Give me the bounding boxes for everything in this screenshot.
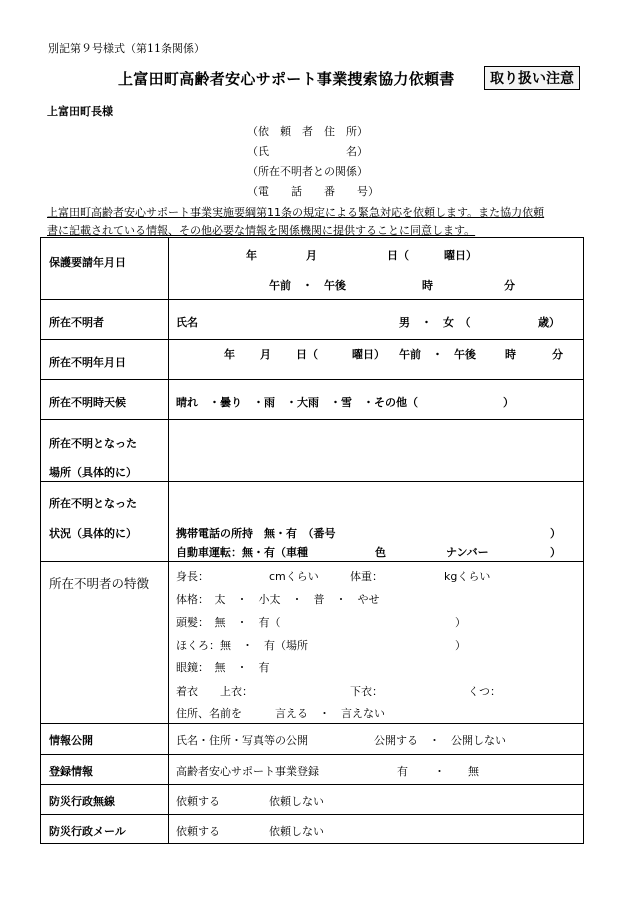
mole-choice[interactable]: ほくろ：無 ・ 有（場所 xyxy=(176,639,308,652)
applicant-address-label: （依 頼 者 住 所） xyxy=(247,125,368,138)
missing-month-field[interactable]: 月 xyxy=(260,348,271,361)
missing-ampm-choice[interactable]: 午前 ・ 午後 xyxy=(399,348,476,361)
disclosure-text: 氏名・住所・写真等の公開 xyxy=(176,734,308,747)
height-field[interactable]: 身長： xyxy=(176,570,209,583)
request-month-field[interactable]: 月 xyxy=(306,249,317,262)
disaster-radio-request-option[interactable]: 依頼する xyxy=(176,795,220,808)
consent-line-1: 上富田町高齢者安心サポート事業実施要綱第11条の規定による緊急対応を依頼します。また協力依頼 xyxy=(47,206,545,219)
disaster-radio-no-request-option[interactable]: 依頼しない xyxy=(269,795,324,808)
shoes-field[interactable]: くつ： xyxy=(468,685,501,698)
missing-minute-field[interactable]: 分 xyxy=(552,348,563,361)
missing-hour-field[interactable]: 時 xyxy=(505,348,516,361)
form-note: 別記第９号様式（第11条関係） xyxy=(48,42,205,55)
document-title: 上富田町高齢者安心サポート事業捜索協力依頼書 xyxy=(118,70,455,88)
car-color-field[interactable]: 色 xyxy=(375,546,386,559)
row-divider xyxy=(41,379,583,380)
applicant-phone-label: （電 話 番 号） xyxy=(247,185,379,198)
situation-label-line-1: 所在不明となった xyxy=(49,497,137,510)
disclosure-choice[interactable]: 公開する ・ 公開しない xyxy=(374,734,506,747)
request-minute-field[interactable]: 分 xyxy=(504,279,515,292)
weather-label: 所在不明時天候 xyxy=(49,396,126,409)
mole-close-paren: ） xyxy=(455,639,466,652)
disaster-mail-no-request-option[interactable]: 依頼しない xyxy=(269,825,324,838)
row-divider xyxy=(41,784,583,785)
hair-choice[interactable]: 頭髪： 無 ・ 有（ xyxy=(176,616,281,629)
phone-possession-field[interactable]: 携帯電話の所持 無・有 （番号 xyxy=(176,527,336,540)
phone-close-paren: ） xyxy=(550,527,561,540)
registration-yes-option[interactable]: 有 xyxy=(397,765,408,778)
row-divider xyxy=(41,419,583,420)
missing-date-label: 所在不明年月日 xyxy=(49,356,126,369)
missing-person-age-field[interactable]: 歳） xyxy=(538,316,560,329)
car-driving-field[interactable]: 自動車運転：無・有（車種 xyxy=(176,546,308,559)
features-label: 所在不明者の特徴 xyxy=(49,576,150,591)
row-divider xyxy=(41,723,583,724)
missing-day-field[interactable]: 日（ xyxy=(296,348,318,361)
row-divider xyxy=(41,814,583,815)
row-divider xyxy=(41,754,583,755)
height-unit: cmくらい xyxy=(269,570,319,583)
situation-label-line-2: 状況（具体的に） xyxy=(49,527,137,540)
missing-person-name-field[interactable]: 氏名 xyxy=(176,316,198,329)
weather-options[interactable]: 晴れ ・曇り ・雨 ・大雨 ・雪 ・その他（ xyxy=(176,396,418,409)
request-day-field[interactable]: 日（ xyxy=(387,249,409,262)
disclosure-label: 情報公開 xyxy=(49,734,93,747)
missing-year-field[interactable]: 年 xyxy=(224,348,235,361)
missing-weekday-field[interactable]: 曜日） xyxy=(352,348,385,361)
consent-line-2: 書に記載されている情報、その他必要な情報を関係機関に提供することに同意します。 xyxy=(47,224,476,237)
weight-unit: kgくらい xyxy=(444,570,491,583)
place-label-line-1: 所在不明となった xyxy=(49,437,137,450)
clothes-lower-field[interactable]: 下衣： xyxy=(350,685,383,698)
request-year-field[interactable]: 年 xyxy=(246,249,257,262)
clothes-upper-field[interactable]: 着衣 上衣： xyxy=(176,685,253,698)
row-divider xyxy=(41,561,583,562)
request-weekday-field[interactable]: 曜日） xyxy=(444,249,477,262)
disaster-mail-label: 防災行政メール xyxy=(49,825,126,838)
column-divider xyxy=(168,238,169,843)
row-divider xyxy=(41,339,583,340)
registration-text: 高齢者安心サポート事業登録 xyxy=(176,765,319,778)
place-input-area[interactable] xyxy=(171,422,579,478)
request-ampm-choice[interactable]: 午前 ・ 午後 xyxy=(269,279,346,292)
row-divider xyxy=(41,481,583,482)
missing-person-sex-choice[interactable]: 男 ・ 女 （ xyxy=(399,316,471,329)
request-hour-field[interactable]: 時 xyxy=(422,279,433,292)
disaster-mail-request-option[interactable]: 依頼する xyxy=(176,825,220,838)
registration-separator: ・ xyxy=(434,765,445,778)
disaster-radio-label: 防災行政無線 xyxy=(49,795,115,808)
row-divider xyxy=(41,299,583,300)
car-number-field[interactable]: ナンバー xyxy=(446,546,489,559)
weather-close-paren: ） xyxy=(503,396,514,409)
request-form-table xyxy=(40,237,584,844)
address-name-choice[interactable]: 住所、名前を 言える ・ 言えない xyxy=(176,707,385,720)
registration-no-option[interactable]: 無 xyxy=(468,765,479,778)
addressee: 上富田町長様 xyxy=(47,105,113,118)
hair-close-paren: ） xyxy=(455,616,466,629)
applicant-relation-label: （所在不明者との関係） xyxy=(247,165,368,178)
registration-label: 登録情報 xyxy=(49,765,93,778)
caution-badge: 取り扱い注意 xyxy=(484,66,580,90)
request-date-label: 保護要請年月日 xyxy=(49,256,126,269)
missing-person-label: 所在不明者 xyxy=(49,316,104,329)
applicant-name-label: （氏 名） xyxy=(247,145,368,158)
place-label-line-2: 場所（具体的に） xyxy=(49,466,137,479)
car-close-paren: ） xyxy=(550,546,561,559)
glasses-choice[interactable]: 眼鏡： 無 ・ 有 xyxy=(176,661,270,674)
weight-field[interactable]: 体重： xyxy=(350,570,383,583)
build-choice[interactable]: 体格： 太 ・ 小太 ・ 普 ・ やせ xyxy=(176,593,380,606)
